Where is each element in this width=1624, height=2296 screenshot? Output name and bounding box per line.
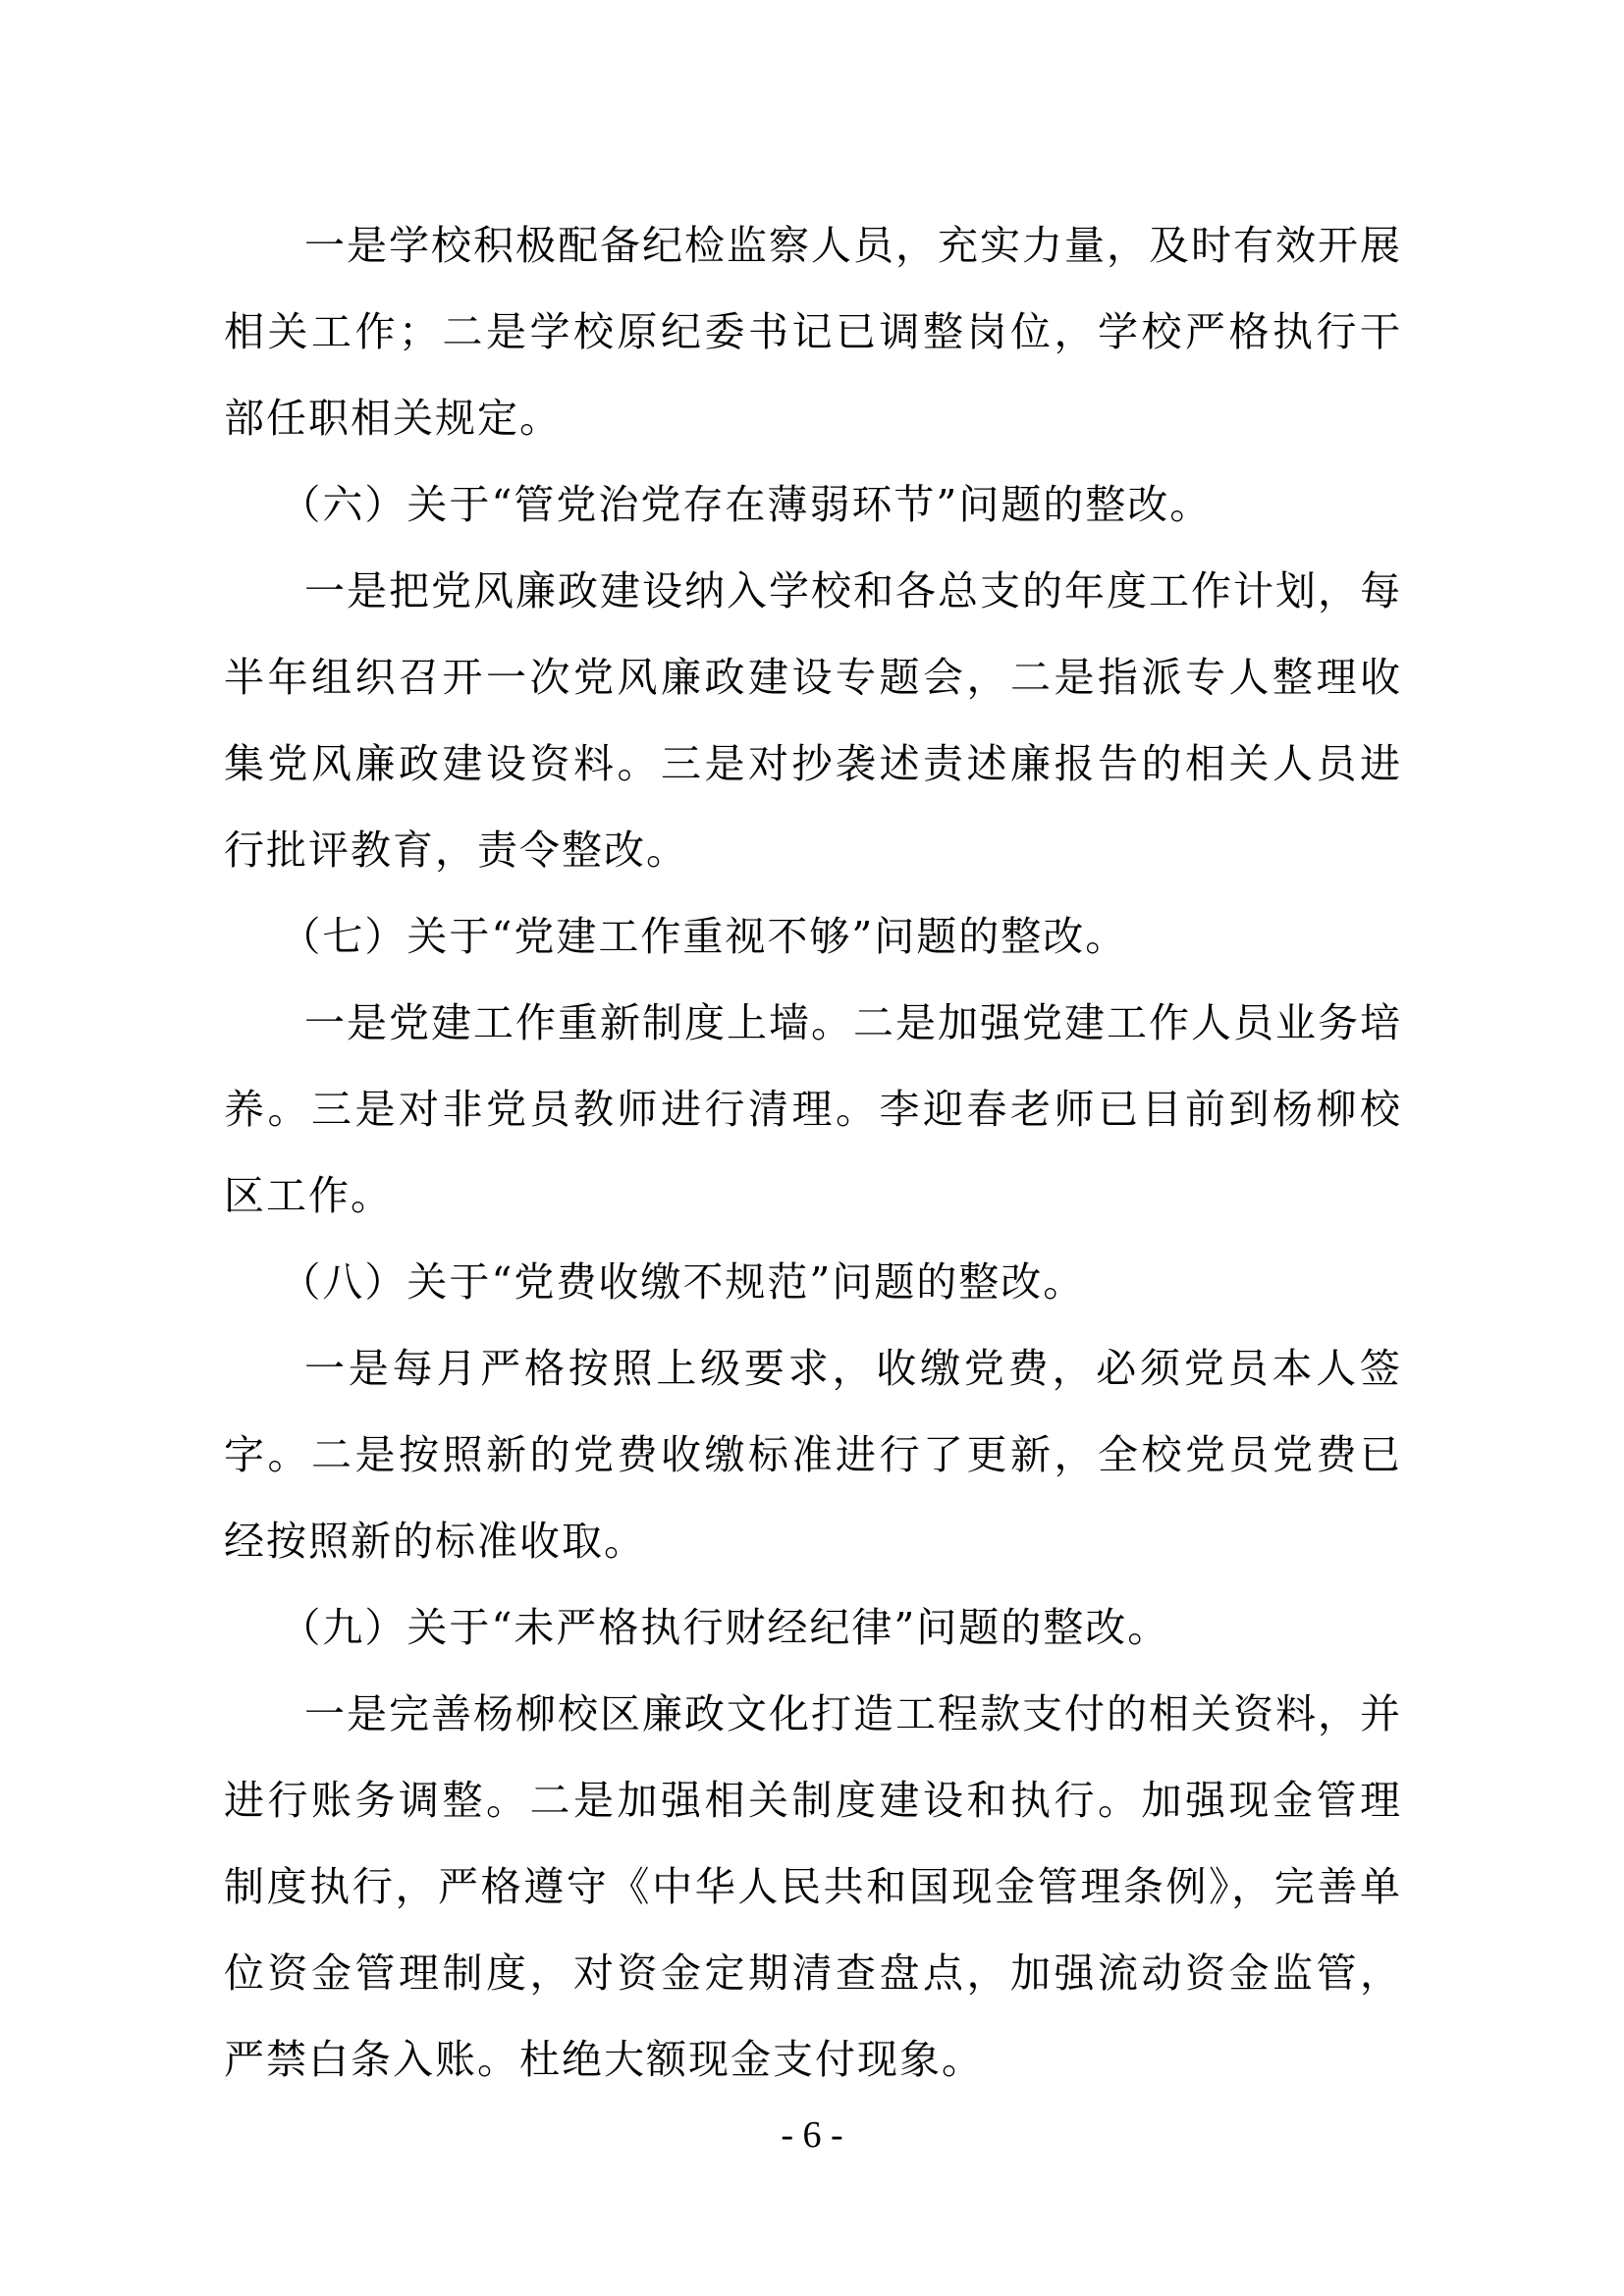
paragraph-party-dues: 一是每月严格按照上级要求，收缴党费，必须党员本人签字。二是按照新的党费收缴标准进行了更新，全校党员党费已经按照新的标准收取。 [224,1345,1402,1565]
paragraph-party-governance: 一是把党风廉政建设纳入学校和各总支的年度工作计划，每半年组织召开一次党风廉政建设专题会，二是指派专人整理收集党风廉政建设资料。三是对抄袭述责述廉报告的相关人员进行批评教育，责令整改。 [224,567,1402,874]
document-body [224,202,1402,2103]
section-heading-9: （九）关于“未严格执行财经纪律”问题的整改。 [280,1604,1170,1651]
section-heading-6: （六）关于“管党治党存在薄弱环节”问题的整改。 [280,481,1213,528]
paragraph-discipline-staffing: 一是学校积极配备纪检监察人员，充实力量，及时有效开展相关工作；二是学校原纪委书记已调整岗位，学校严格执行干部任职相关规定。 [224,222,1402,442]
page-number: - 6 - [781,2114,843,2156]
section-heading-8: （八）关于“党费收缴不规范”问题的整改。 [280,1258,1086,1306]
paragraph-financial-discipline: 一是完善杨柳校区廉政文化打造工程款支付的相关资料，并进行账务调整。二是加强相关制度建设和执行。加强现金管理制度执行，严格遵守《中华人民共和国现金管理条例》，完善单位资金管理制度，对资金定期清查盘点，加强流动资金监管，严禁白条入账。杜绝大额现金支付现象。 [224,1690,1402,2083]
paragraph-party-building: 一是党建工作重新制度上墙。二是加强党建工作人员业务培养。三是对非党员教师进行清理。李迎春老师已目前到杨柳校区工作。 [224,999,1402,1219]
section-heading-7: （七）关于“党建工作重视不够”问题的整改。 [280,913,1128,960]
